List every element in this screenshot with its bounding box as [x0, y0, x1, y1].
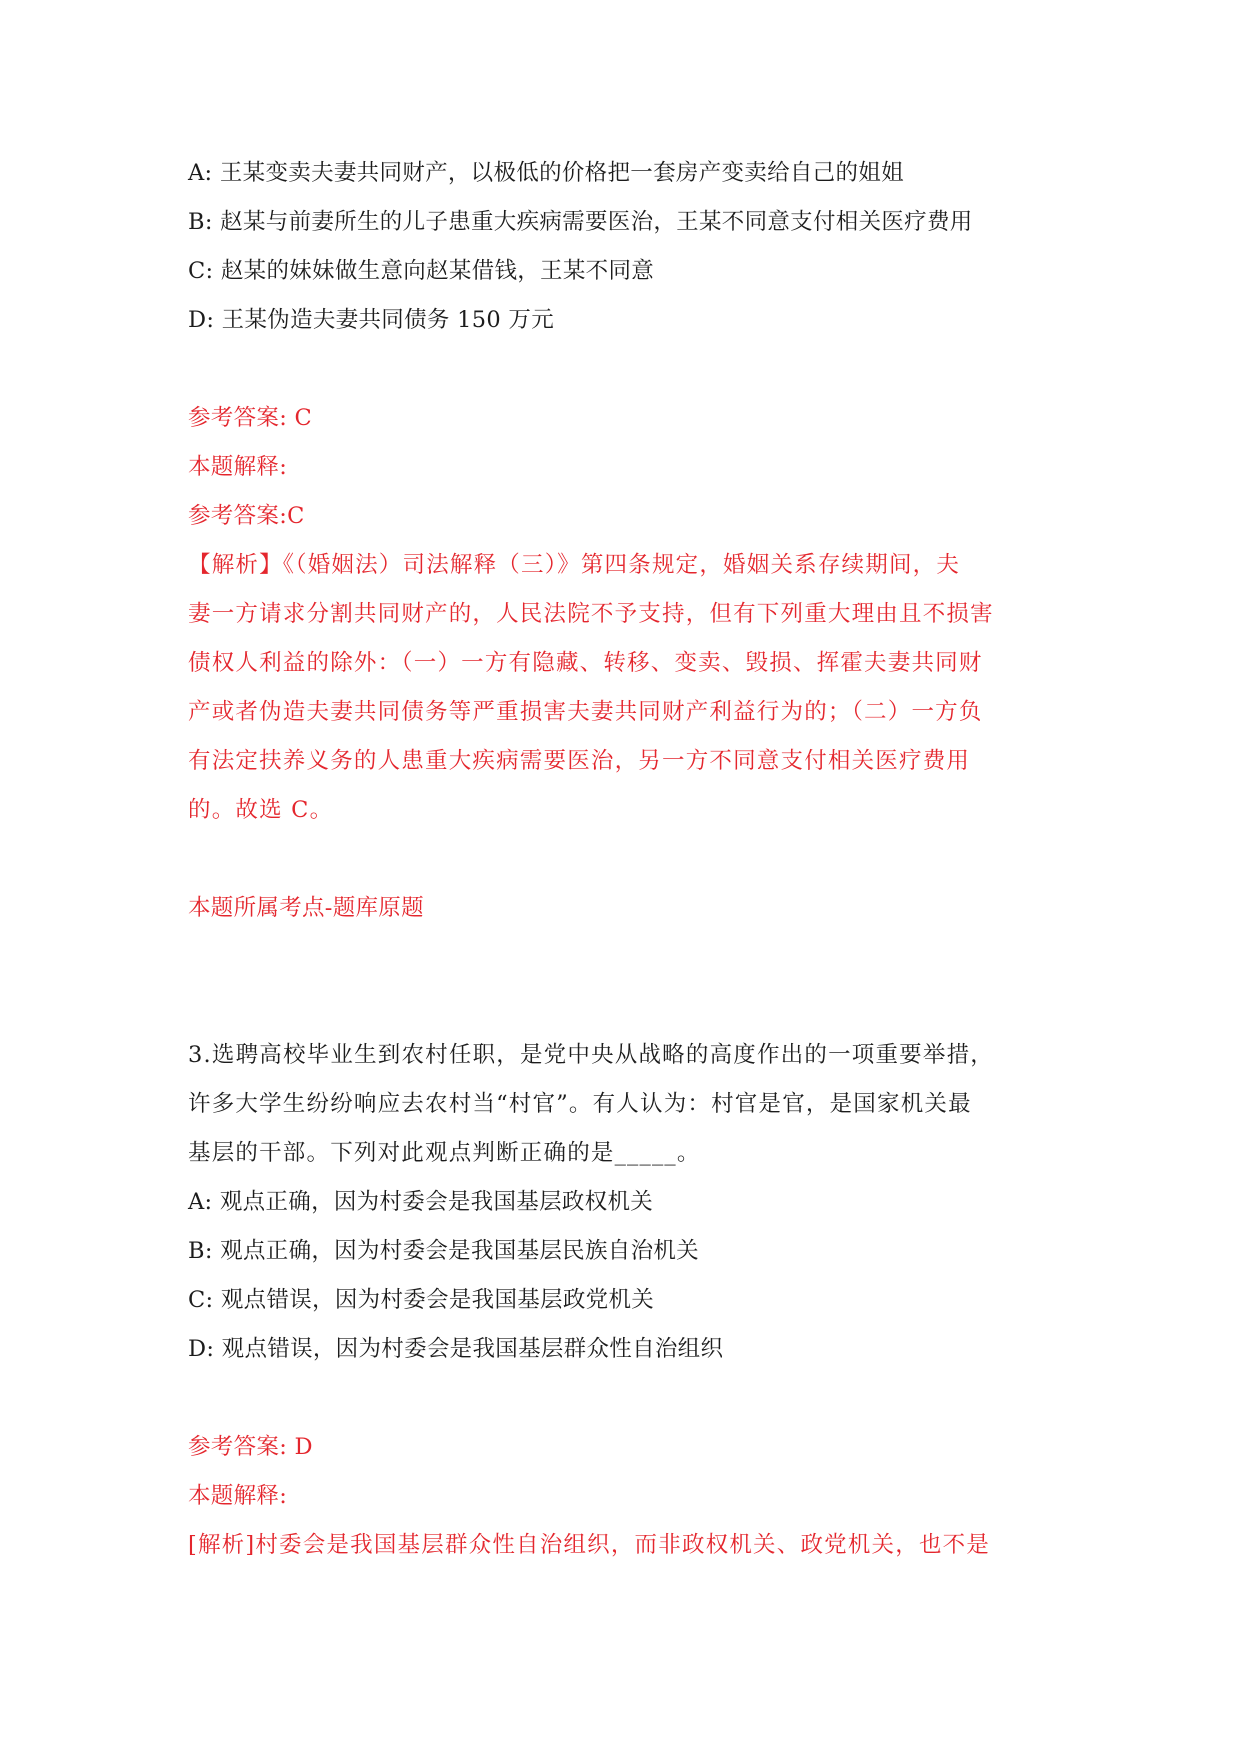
q2-reference-answer-repeat: 参考答案:C	[188, 503, 305, 529]
q2-option-b: B: 赵某与前妻所生的儿子患重大疾病需要医治，王某不同意支付相关医疗费用	[188, 209, 973, 235]
q2-analysis-line: 妻一方请求分割共同财产的，人民法院不予支持，但有下列重大理由且不损害	[188, 601, 994, 627]
q3-explanation-heading: 本题解释:	[188, 1483, 288, 1509]
q2-analysis-line: 产或者伪造夫妻共同债务等严重损害夫妻共同财产利益行为的；（二）一方负	[188, 699, 983, 725]
q3-stem-line: 基层的干部。下列对此观点判断正确的是_____。	[188, 1140, 701, 1166]
q2-option-d: D: 王某伪造夫妻共同债务 150 万元	[188, 307, 555, 333]
q3-option-d: D: 观点错误，因为村委会是我国基层群众性自治组织	[188, 1336, 724, 1362]
q2-analysis-line: 有法定扶养义务的人患重大疾病需要医治，另一方不同意支付相关医疗费用	[188, 748, 971, 774]
q2-option-a: A: 王某变卖夫妻共同财产，以极低的价格把一套房产变卖给自己的姐姐	[188, 160, 904, 186]
q2-explanation-heading: 本题解释:	[188, 454, 288, 480]
q3-option-a: A: 观点正确，因为村委会是我国基层政权机关	[188, 1189, 654, 1215]
q2-reference-answer: 参考答案: C	[188, 405, 313, 431]
q3-option-c: C: 观点错误，因为村委会是我国基层政党机关	[188, 1287, 655, 1313]
q2-analysis-line: 的。故选 C。	[188, 797, 334, 823]
q2-option-c: C: 赵某的妹妹做生意向赵某借钱，王某不同意	[188, 258, 655, 284]
q2-analysis-line: 【解析】《（婚姻法）司法解释（三）》第四条规定，婚姻关系存续期间，夫	[188, 552, 961, 578]
q2-topic: 本题所属考点-题库原题	[188, 895, 424, 921]
q3-stem-line: 3.选聘高校毕业生到农村任职，是党中央从战略的高度作出的一项重要举措，	[188, 1042, 994, 1068]
q3-analysis-line: [解析]村委会是我国基层群众性自治组织，而非政权机关、政党机关，也不是	[188, 1532, 991, 1558]
q3-option-b: B: 观点正确，因为村委会是我国基层民族自治机关	[188, 1238, 699, 1264]
q3-reference-answer: 参考答案: D	[188, 1434, 313, 1460]
q3-stem-line: 许多大学生纷纷响应去农村当“村官”。有人认为：村官是官，是国家机关最	[188, 1091, 972, 1117]
q2-analysis-line: 债权人利益的除外：（一）一方有隐藏、转移、变卖、毁损、挥霍夫妻共同财	[188, 650, 983, 676]
